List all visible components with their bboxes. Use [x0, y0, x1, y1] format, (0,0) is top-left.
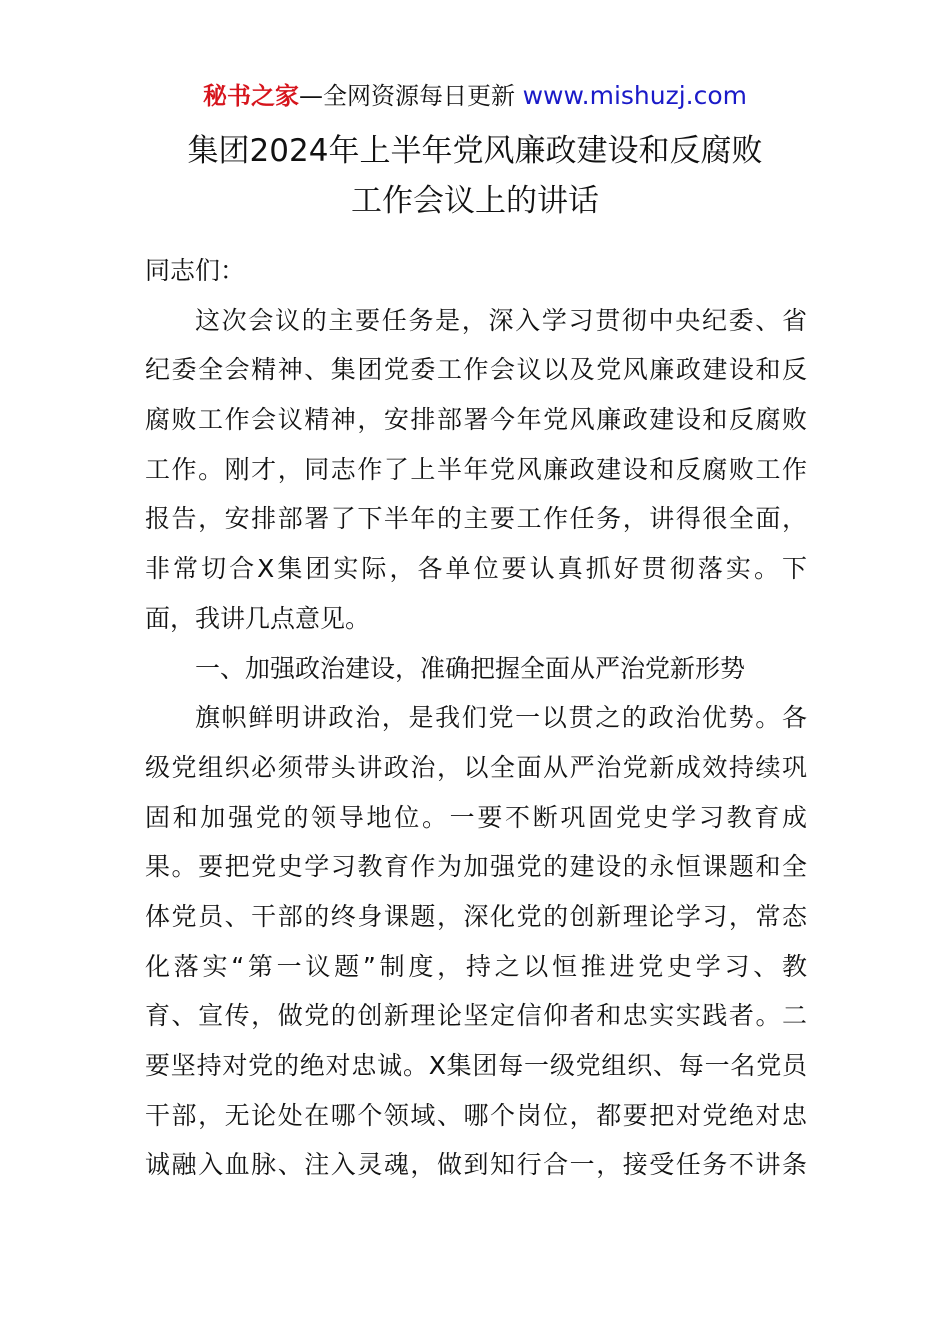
section-heading: 一、加强政治建设，准确把握全面从严治党新形势: [195, 653, 746, 683]
title-line-1: 集团2024年上半年党风廉政建设和反腐败: [187, 133, 763, 169]
salutation: 同志们：: [145, 256, 246, 285]
body-line: 非常切合X集团实际，各单位要认真抓好贯彻落实。下: [145, 554, 807, 584]
document-title: [0, 126, 950, 226]
title-line-2: 工作会议上的讲话: [351, 183, 599, 219]
body-line: 固和加强党的领导地位。一要不断巩固党史学习教育成: [145, 802, 807, 832]
body-line: 旗帜鲜明讲政治，是我们党一以贯之的政治优势。各: [195, 703, 807, 733]
body-line: 级党组织必须带头讲政治，以全面从严治党新成效持续巩: [145, 752, 807, 782]
body-line: 体党员、干部的终身课题，深化党的创新理论学习，常态: [145, 901, 807, 931]
brand-name: 秘书之家: [202, 82, 299, 110]
site-url-link[interactable]: www.mishuzj.com: [522, 81, 748, 110]
header-dash: —: [298, 82, 323, 110]
body-line: 要坚持对党的绝对忠诚。X集团每一级党组织、每一名党员: [145, 1051, 807, 1080]
body-line: 育、宣传，做党的创新理论坚定信仰者和忠实实践者。二: [145, 1001, 807, 1031]
header-tagline: 全网资源每日更新: [322, 82, 515, 110]
body-line: 纪委全会精神、集团党委工作会议以及党风廉政建设和反: [145, 355, 807, 385]
body-line: 化落实“第一议题”制度，持之以恒推进党史学习、教: [145, 951, 807, 981]
body-line: 这次会议的主要任务是，深入学习贯彻中央纪委、省: [195, 305, 807, 335]
document-body: [145, 246, 807, 1190]
body-line: 面，我讲几点意见。: [145, 603, 371, 633]
body-line: 腐败工作会议精神，安排部署今年党风廉政建设和反腐败: [145, 405, 807, 435]
body-line: 工作。刚才，同志作了上半年党风廉政建设和反腐败工作: [145, 454, 807, 484]
body-line: 干部，无论处在哪个领域、哪个岗位，都要把对党绝对忠: [145, 1100, 807, 1130]
body-line: 果。要把党史学习教育作为加强党的建设的永恒课题和全: [145, 852, 807, 882]
body-line: 报告，安排部署了下半年的主要工作任务，讲得很全面，: [145, 504, 807, 534]
site-header: [0, 78, 950, 114]
body-line: 诚融入血脉、注入灵魂，做到知行合一，接受任务不讲条: [145, 1150, 807, 1180]
